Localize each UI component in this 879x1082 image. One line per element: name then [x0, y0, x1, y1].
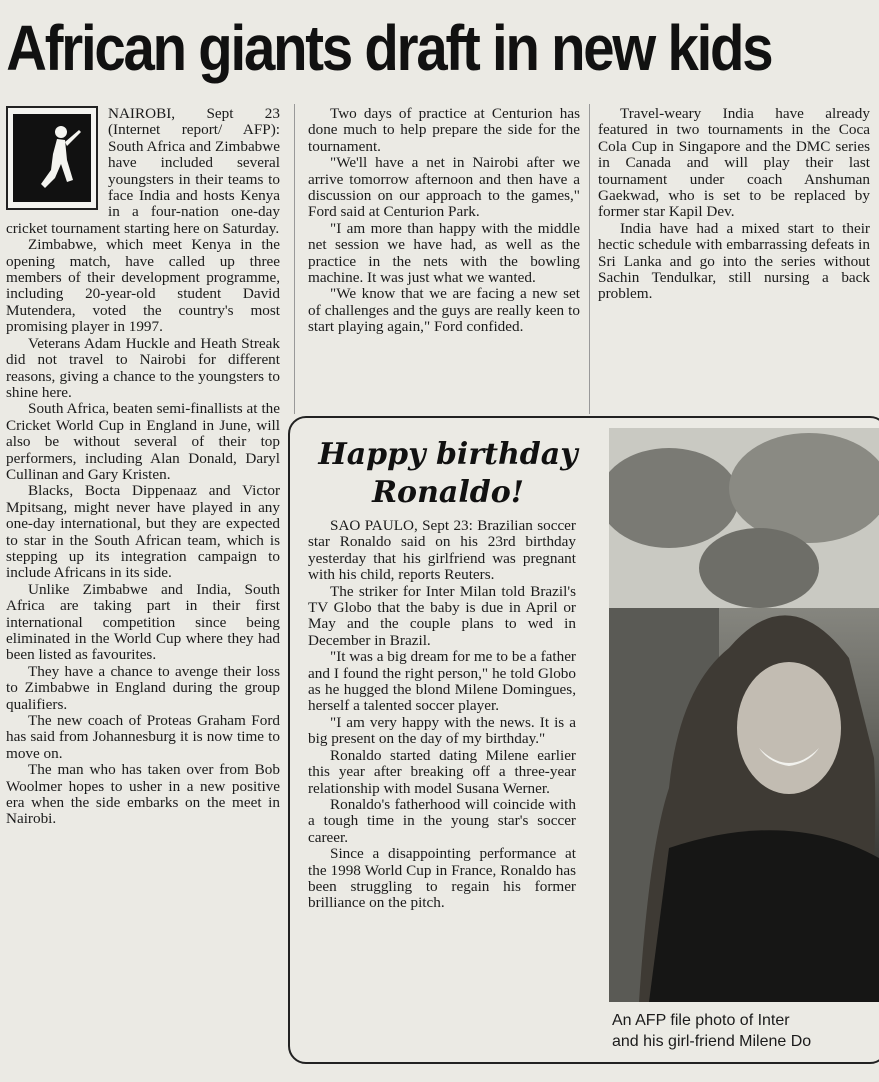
sidebar-paragraph: SAO PAULO, Sept 23: Brazilian soccer star Ronaldo said on his 23rd birthday yesterday that his girlfriend was pregnant with his child, reports Reuters. [308, 517, 576, 584]
article-paragraph: India have had a mixed start to their hectic schedule with embarrassing defeats in Sri Lanka and go into the series without Sachin Tendulkar, still nursing a back problem. [598, 219, 870, 303]
column-rule [294, 104, 295, 414]
column-logo [6, 106, 98, 210]
photo-caption-line: and his girl-friend Milene Do [612, 1033, 812, 1050]
article-column-2 [308, 106, 580, 336]
cricket-batsman-icon [21, 120, 83, 196]
sidebar-paragraph: "I am very happy with the news. It is a big present on the day of my birthday." [308, 713, 576, 748]
article-paragraph: Unlike Zimbabwe and India, South Africa are taking part in their first international competition since being eliminated in the World Cup where they had been listed as favourites. [6, 580, 280, 664]
article-paragraph: NAIROBI, Sept 23 (Internet report/ AFP): South Africa and Zimbabwe have included several youngsters in their teams to face India and hosts Kenya in a four-nation one-day cricket tournament starting here on Saturday. [6, 105, 280, 237]
sidebar-title-line: Happy birthday [318, 437, 578, 472]
sidebar-paragraph: "It was a big dream for me to be a father and I found the right person," he told Globo as he hugged the blond Milene Domingues, herself a talented soccer player. [308, 648, 576, 715]
article-column-1 [6, 106, 280, 828]
article-paragraph: Blacks, Bocta Dippenaaz and Victor Mpitsang, might never have played in any one-day international, but they are expected to star in the South African team, which is stepping up its integration campaign to include Africans in its side. [6, 482, 280, 582]
article-paragraph: Veterans Adam Huckle and Heath Streak did not travel to Nairobi for different reasons, giving a chance to the youngsters to shine here. [6, 334, 280, 401]
sidebar-title [298, 436, 598, 512]
photo [609, 428, 879, 1002]
article-paragraph: "We know that we are facing a new set of challenges and the guys are really keen to start playing again," Ford confided. [308, 285, 580, 336]
article-paragraph: "We'll have a net in Nairobi after we arrive tomorrow afternoon and then have a discussion on our approach to the games," Ford said at Centurion Park. [308, 154, 580, 221]
sidebar-column [308, 518, 576, 912]
headline: African giants draft in new kids [6, 12, 772, 84]
article-paragraph: South Africa, beaten semi-finallists at the Cricket World Cup in England in June, will also be without several of their top performers, including Alan Donald, Daryl Cullinan and Gary Kristen. [6, 400, 280, 483]
article-column-3 [598, 106, 870, 303]
photo-caption [612, 1010, 879, 1052]
article-paragraph: Travel-weary India have already featured in two tournaments in the Coca Cola Cup in Singapore and the DMC series in Canada and will play their last tournament under coach Anshuman Gaekwad, who is set to be replaced by former star Kapil Dev. [598, 105, 870, 221]
article-paragraph: "I am more than happy with the middle net session we have had, as well as the practice in the nets with the bowling machine. It was just what we wanted. [308, 219, 580, 287]
article-paragraph: The new coach of Proteas Graham Ford has said from Johannesburg it is now time to move on. [6, 712, 280, 762]
article-paragraph: They have a chance to avenge their loss to Zimbabwe in England during the group qualifiers. [6, 662, 280, 713]
sidebar-paragraph: The striker for Inter Milan told Brazil's TV Globo that the baby is due in April or May and the couple plans to wed in December in Brazil. [308, 582, 576, 649]
article-paragraph: Zimbabwe, which meet Kenya in the opening match, have called up three members of their development programme, including 20-year-old student David Mutendera, voted the country's most promising player in 1997. [6, 236, 280, 336]
photo-caption-line: An AFP file photo of Inter [612, 1012, 790, 1029]
sidebar-paragraph: Since a disappointing performance at the 1998 World Cup in France, Ronaldo has been struggling to regain his former brilliance on the pitch. [308, 845, 576, 912]
sidebar-paragraph: Ronaldo's fatherhood will coincide with a tough time in the young star's soccer career. [308, 795, 576, 846]
sidebar-paragraph: Ronaldo started dating Milene earlier this year after breaking off a three-year relationship with model Susana Werner. [308, 746, 576, 797]
article-paragraph: The man who has taken over from Bob Woolmer hopes to usher in a new positive era when the side embarks on the meet in Nairobi. [6, 761, 280, 828]
article-paragraph: Two days of practice at Centurion has done much to help prepare the side for the tournament. [308, 105, 580, 155]
photo-illustration [609, 428, 879, 1002]
column-rule [589, 104, 590, 414]
sidebar-title-line: Ronaldo! [372, 475, 524, 510]
